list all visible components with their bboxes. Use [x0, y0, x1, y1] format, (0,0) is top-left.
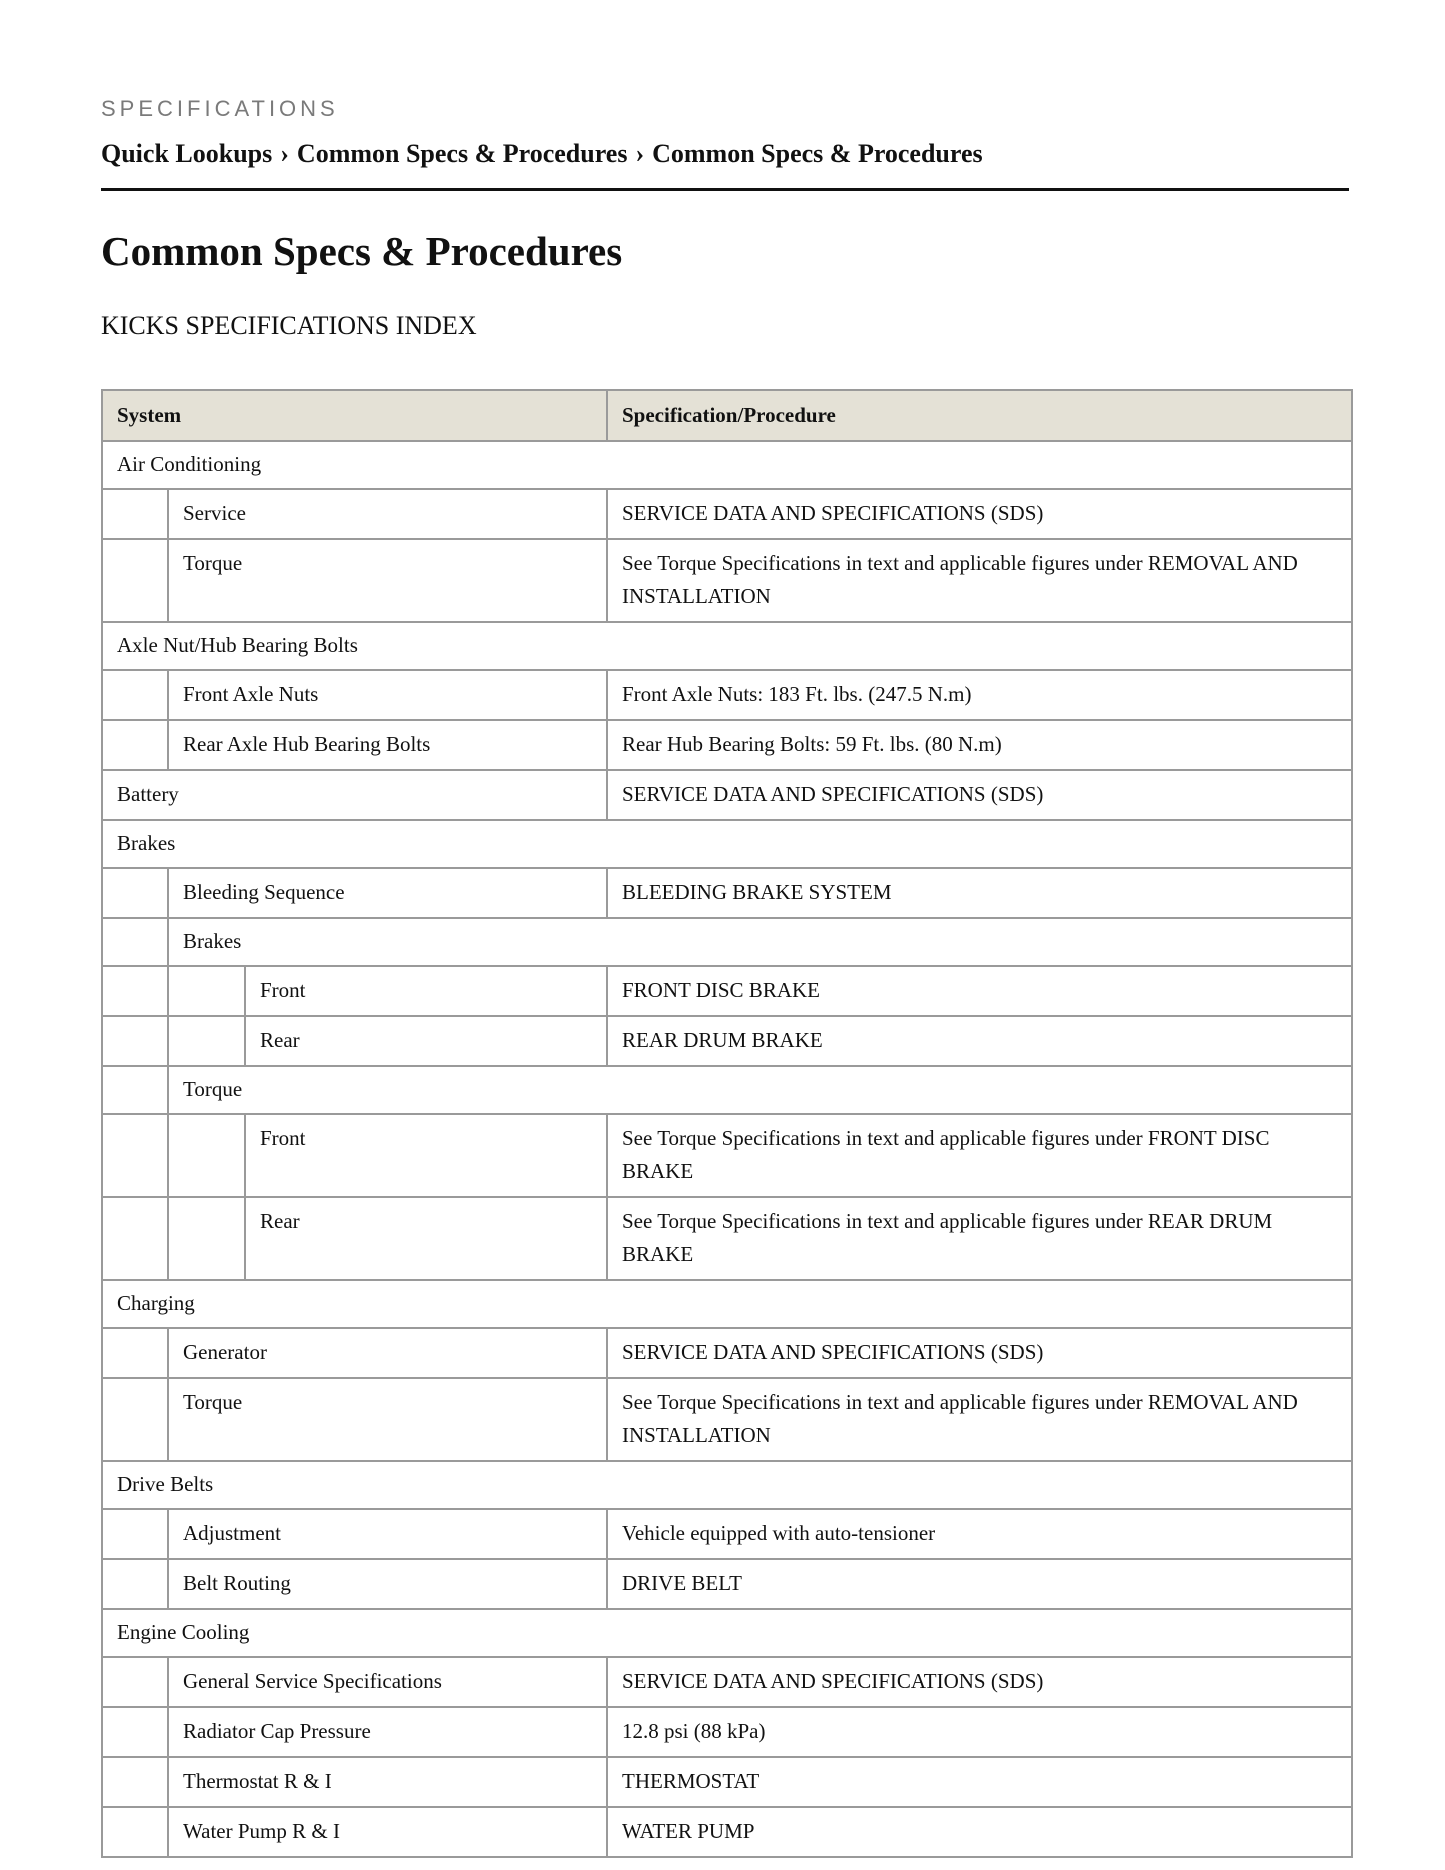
indent-cell — [102, 1066, 168, 1114]
system-cell: Torque — [168, 1378, 607, 1461]
specification-cell: FRONT DISC BRAKE — [607, 966, 1352, 1016]
header-specification: Specification/Procedure — [607, 390, 1352, 441]
indent-cell — [168, 966, 245, 1016]
table-row — [102, 1609, 1352, 1657]
table-row — [102, 868, 1352, 918]
page-subtitle: KICKS SPECIFICATIONS INDEX — [101, 311, 477, 340]
indent-cell — [102, 966, 168, 1016]
system-cell: Generator — [168, 1328, 607, 1378]
indent-cell — [168, 1197, 245, 1280]
specification-cell: REAR DRUM BRAKE — [607, 1016, 1352, 1066]
table-header-row — [102, 390, 1352, 441]
indent-cell — [102, 1509, 168, 1559]
indent-cell — [102, 720, 168, 770]
specification-cell: See Torque Specifications in text and applicable figures under REMOVAL AND INSTALLATION — [607, 539, 1352, 622]
system-cell: Adjustment — [168, 1509, 607, 1559]
system-cell: Thermostat R & I — [168, 1757, 607, 1807]
table-row — [102, 1378, 1352, 1461]
indent-cell — [102, 1114, 168, 1197]
indent-cell — [102, 1707, 168, 1757]
specification-cell: Vehicle equipped with auto-tensioner — [607, 1509, 1352, 1559]
table-row — [102, 1280, 1352, 1328]
indent-cell — [102, 1328, 168, 1378]
indent-cell — [102, 670, 168, 720]
table-row — [102, 918, 1352, 966]
system-cell: Front — [245, 1114, 607, 1197]
specification-cell: See Torque Specifications in text and applicable figures under REMOVAL AND INSTALLATION — [607, 1378, 1352, 1461]
indent-cell — [102, 918, 168, 966]
specification-cell: Rear Hub Bearing Bolts: 59 Ft. lbs. (80 N.m) — [607, 720, 1352, 770]
system-cell: Radiator Cap Pressure — [168, 1707, 607, 1757]
system-cell: General Service Specifications — [168, 1657, 607, 1707]
system-cell: Drive Belts — [102, 1461, 1352, 1509]
table-row — [102, 966, 1352, 1016]
specification-cell: 12.8 psi (88 kPa) — [607, 1707, 1352, 1757]
system-cell: Battery — [102, 770, 607, 820]
indent-cell — [168, 1114, 245, 1197]
system-cell: Torque — [168, 539, 607, 622]
specification-cell: See Torque Specifications in text and applicable figures under FRONT DISC BRAKE — [607, 1114, 1352, 1197]
section-kicker: SPECIFICATIONS — [101, 96, 339, 121]
table-row — [102, 441, 1352, 489]
specification-cell: Front Axle Nuts: 183 Ft. lbs. (247.5 N.m) — [607, 670, 1352, 720]
table-row — [102, 1509, 1352, 1559]
indent-cell — [102, 1016, 168, 1066]
indent-cell — [102, 1657, 168, 1707]
system-cell: Belt Routing — [168, 1559, 607, 1609]
specification-cell: SERVICE DATA AND SPECIFICATIONS (SDS) — [607, 770, 1352, 820]
table-row — [102, 720, 1352, 770]
table-row — [102, 670, 1352, 720]
system-cell: Water Pump R & I — [168, 1807, 607, 1857]
table-row — [102, 1066, 1352, 1114]
table-row — [102, 1114, 1352, 1197]
system-cell: Bleeding Sequence — [168, 868, 607, 918]
specification-cell: SERVICE DATA AND SPECIFICATIONS (SDS) — [607, 1657, 1352, 1707]
specification-cell: WATER PUMP — [607, 1807, 1352, 1857]
header-divider — [101, 188, 1349, 191]
table-row — [102, 1197, 1352, 1280]
table-row — [102, 1328, 1352, 1378]
table-row — [102, 622, 1352, 670]
breadcrumb — [101, 137, 983, 171]
indent-cell — [102, 539, 168, 622]
system-cell: Front Axle Nuts — [168, 670, 607, 720]
specification-cell: SERVICE DATA AND SPECIFICATIONS (SDS) — [607, 489, 1352, 539]
system-cell: Rear — [245, 1016, 607, 1066]
system-cell: Rear — [245, 1197, 607, 1280]
table-row — [102, 489, 1352, 539]
system-cell: Axle Nut/Hub Bearing Bolts — [102, 622, 1352, 670]
specs-table — [101, 389, 1353, 1858]
specification-cell: BLEEDING BRAKE SYSTEM — [607, 868, 1352, 918]
table-row — [102, 1707, 1352, 1757]
indent-cell — [102, 868, 168, 918]
breadcrumb-item-quick-lookups[interactable]: Quick Lookups — [101, 139, 273, 168]
specification-cell: See Torque Specifications in text and applicable figures under REAR DRUM BRAKE — [607, 1197, 1352, 1280]
indent-cell — [102, 1197, 168, 1280]
table-row — [102, 1807, 1352, 1857]
indent-cell — [102, 1559, 168, 1609]
system-cell: Front — [245, 966, 607, 1016]
indent-cell — [168, 1016, 245, 1066]
breadcrumb-separator: › — [635, 139, 645, 168]
system-cell: Rear Axle Hub Bearing Bolts — [168, 720, 607, 770]
system-cell: Engine Cooling — [102, 1609, 1352, 1657]
breadcrumb-item-current: Common Specs & Procedures — [652, 139, 983, 168]
table-row — [102, 820, 1352, 868]
table-row — [102, 1757, 1352, 1807]
specification-cell: THERMOSTAT — [607, 1757, 1352, 1807]
table-row — [102, 770, 1352, 820]
specification-cell: SERVICE DATA AND SPECIFICATIONS (SDS) — [607, 1328, 1352, 1378]
system-cell: Torque — [168, 1066, 1352, 1114]
indent-cell — [102, 489, 168, 539]
table-body — [102, 441, 1352, 1857]
table-row — [102, 1657, 1352, 1707]
indent-cell — [102, 1807, 168, 1857]
table-row — [102, 1016, 1352, 1066]
breadcrumb-item-common-specs[interactable]: Common Specs & Procedures — [296, 139, 628, 168]
page-title: Common Specs & Procedures — [101, 228, 623, 274]
table-row — [102, 1461, 1352, 1509]
table-row — [102, 1559, 1352, 1609]
system-cell: Service — [168, 489, 607, 539]
system-cell: Air Conditioning — [102, 441, 1352, 489]
system-cell: Charging — [102, 1280, 1352, 1328]
breadcrumb-separator: › — [280, 139, 289, 168]
specification-cell: DRIVE BELT — [607, 1559, 1352, 1609]
table-row — [102, 539, 1352, 622]
system-cell: Brakes — [168, 918, 1352, 966]
header-system: System — [102, 390, 607, 441]
system-cell: Brakes — [102, 820, 1352, 868]
indent-cell — [102, 1378, 168, 1461]
indent-cell — [102, 1757, 168, 1807]
